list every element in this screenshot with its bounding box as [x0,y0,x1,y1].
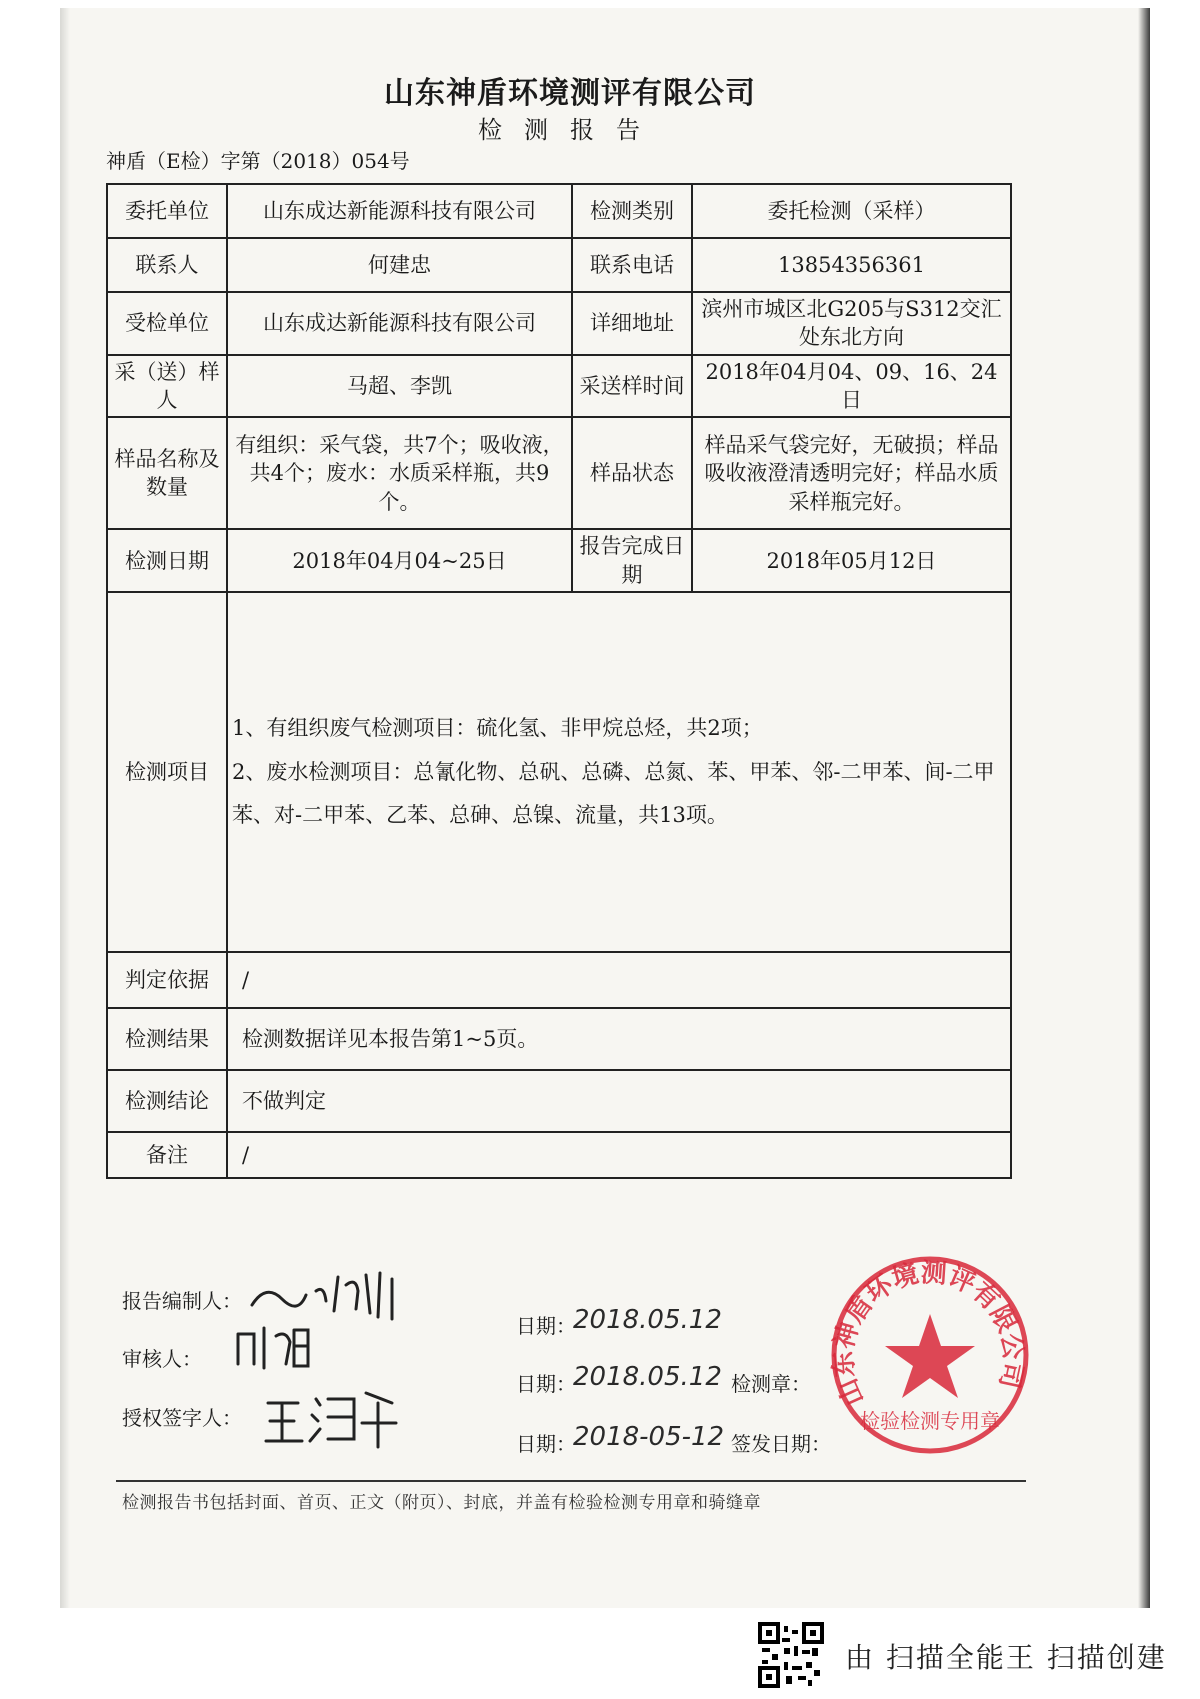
test-date-label: 检测日期 [107,529,227,592]
phone-value: 13854356361 [692,238,1011,292]
sample-state-value: 样品采气袋完好，无破损；样品吸收液澄清透明完好；样品水质采样瓶完好。 [692,417,1011,529]
qr-code-icon [758,1622,824,1688]
table-row [107,417,1011,529]
items-label: 检测项目 [107,592,227,952]
company-title: 山东神盾环境测评有限公司 [384,76,756,111]
items-value [227,592,1011,952]
address-value: 滨州市城区北G205与S312交汇处东北方向 [692,292,1011,355]
official-seal [825,1250,1035,1460]
issue-date-label: 签发日期： [731,1432,831,1456]
seal-outer-text: 山东神盾环境测评有限公司 [828,1258,1029,1411]
date-value-2: 2018.05.12 [573,1362,722,1392]
remark-value: / [227,1132,1011,1178]
table-row [107,1132,1011,1178]
conclusion-label: 检测结论 [107,1070,227,1132]
footer-divider [116,1480,1026,1482]
sample-name-value: 有组织：采气袋，共7个；吸收液，共4个；废水：水质采样瓶，共9个。 [227,417,572,529]
items-line-2: 2、废水检测项目：总氰化物、总矾、总磷、总氮、苯、甲苯、邻-二甲苯、间-二甲苯、对-二甲苯、乙苯、总砷、总镍、流量，共13项。 [232,759,995,827]
phone-label: 联系电话 [572,238,692,292]
date-label-1: 日期： [516,1314,576,1338]
date-label-3: 日期： [516,1432,576,1456]
table-row [107,592,1011,952]
report-number: 神盾（E检）字第（2018）054号 [106,149,410,173]
category-value: 委托检测（采样） [692,184,1011,238]
basis-value: / [227,952,1011,1008]
table-row [107,952,1011,1008]
stamp-label: 检测章： [731,1372,811,1396]
footer-note: 检测报告书包括封面、首页、正文（附页）、封底，并盖有检验检测专用章和骑缝章 [122,1493,761,1513]
table-row [107,1070,1011,1132]
inspected-label: 受检单位 [107,292,227,355]
authorizer-signature [262,1385,412,1455]
sample-state-label: 样品状态 [572,417,692,529]
client-label: 委托单位 [107,184,227,238]
table-row [107,184,1011,238]
table-row [107,529,1011,592]
address-label: 详细地址 [572,292,692,355]
report-done-value: 2018年05月12日 [692,529,1011,592]
table-row [107,1008,1011,1070]
table-row [107,355,1011,418]
table-row [107,238,1011,292]
sampler-value: 马超、李凯 [227,355,572,418]
sample-time-label: 采送样时间 [572,355,692,418]
authorizer-label: 授权签字人： [122,1406,242,1430]
report-info-table [106,183,1012,1179]
items-line-1: 1、有组织废气检测项目：硫化氢、非甲烷总烃，共2项； [232,716,763,741]
reviewer-signature [232,1318,342,1378]
test-date-value: 2018年04月04~25日 [227,529,572,592]
table-row [107,292,1011,355]
page-edge-left [60,8,70,1608]
seal-star-icon [885,1314,975,1398]
result-label: 检测结果 [107,1008,227,1070]
basis-label: 判定依据 [107,952,227,1008]
reviewer-label: 审核人： [122,1347,202,1371]
seal-inner-text: 检验检测专用章 [860,1409,1000,1433]
sampler-label: 采（送）样人 [107,355,227,418]
date-label-2: 日期： [516,1372,576,1396]
result-value: 检测数据详见本报告第1~5页。 [227,1008,1011,1070]
date-value-3: 2018-05-12 [573,1422,725,1452]
conclusion-value: 不做判定 [227,1070,1011,1132]
inspected-value: 山东成达新能源科技有限公司 [227,292,572,355]
sample-time-value: 2018年04月04、09、16、24日 [692,355,1011,418]
editor-label: 报告编制人： [122,1289,242,1313]
contact-value: 何建忠 [227,238,572,292]
date-value-1: 2018.05.12 [573,1305,722,1335]
remark-label: 备注 [107,1132,227,1178]
client-value: 山东成达新能源科技有限公司 [227,184,572,238]
editor-signature [246,1265,416,1325]
report-done-label: 报告完成日期 [572,529,692,592]
category-label: 检测类别 [572,184,692,238]
contact-label: 联系人 [107,238,227,292]
scanner-watermark: 由 扫描全能王 扫描创建 [845,1641,1167,1674]
sample-name-label: 样品名称及数量 [107,417,227,529]
document-type: 检测报告 [478,116,662,144]
page-edge-right [1138,8,1150,1608]
